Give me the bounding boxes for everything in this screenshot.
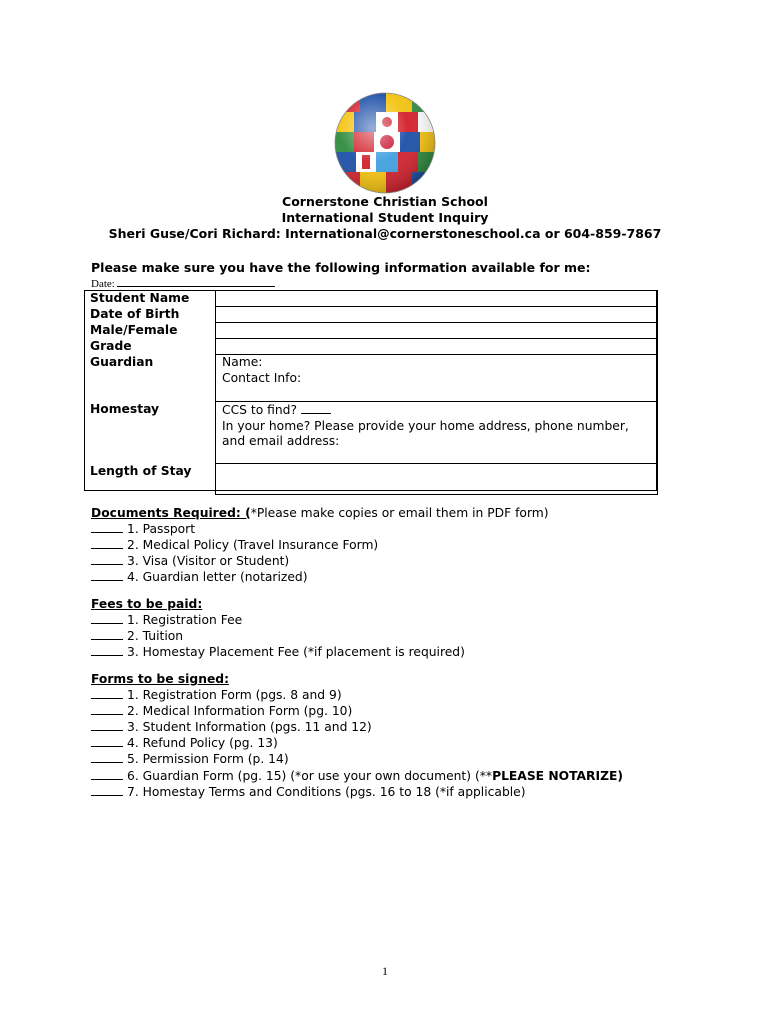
list-item: 2. Medical Policy (Travel Insurance Form)	[91, 537, 549, 553]
checkbox-blank[interactable]	[91, 628, 123, 640]
list-item: 4. Guardian letter (notarized)	[91, 569, 549, 585]
list-item: 4. Refund Policy (pg. 13)	[91, 735, 623, 751]
date-label: Date:	[91, 278, 115, 290]
list-item: 2. Tuition	[91, 628, 465, 644]
homestay-label: Homestay	[90, 401, 160, 416]
checkbox-blank[interactable]	[91, 703, 123, 715]
intro-text: Please make sure you have the following information available for me:	[91, 260, 591, 275]
school-name: Cornerstone Christian School	[282, 194, 488, 209]
checkbox-blank[interactable]	[91, 735, 123, 747]
checkbox-blank[interactable]	[91, 687, 123, 699]
checkbox-blank[interactable]	[91, 644, 123, 656]
list-item: 3. Visa (Visitor or Student)	[91, 553, 549, 569]
forms-title: Forms to be signed:	[91, 672, 230, 686]
forms-section	[91, 672, 623, 800]
table-row	[84, 323, 658, 339]
dob-label: Date of Birth	[90, 306, 180, 321]
length-of-stay-label: Length of Stay	[90, 463, 192, 478]
table-row	[84, 402, 658, 464]
length-of-stay-field[interactable]	[216, 464, 658, 495]
table-row	[84, 291, 658, 307]
guardian-name-label: Name:	[222, 355, 263, 369]
list-item: 3. Homestay Placement Fee (*if placement is required)	[91, 644, 465, 660]
flag-globe-logo	[334, 92, 436, 194]
grade-label: Grade	[90, 338, 132, 353]
checkbox-blank[interactable]	[91, 521, 123, 533]
form-subtitle: International Student Inquiry	[281, 210, 489, 225]
table-row	[84, 355, 658, 402]
homestay-home-label: In your home? Please provide your home address, phone number, and email address:	[222, 418, 629, 448]
checkbox-blank[interactable]	[91, 537, 123, 549]
student-info-table	[84, 290, 658, 495]
checkbox-blank[interactable]	[91, 553, 123, 565]
table-row	[84, 464, 658, 495]
checkbox-blank[interactable]	[91, 768, 123, 780]
checkbox-blank[interactable]	[91, 751, 123, 763]
grade-field[interactable]	[216, 339, 658, 355]
dob-field[interactable]	[216, 307, 658, 323]
checkbox-blank[interactable]	[91, 784, 123, 796]
gender-label: Male/Female	[90, 322, 178, 337]
documents-title: Documents Required: (	[91, 506, 251, 520]
homestay-field[interactable]	[216, 402, 658, 464]
notarize-emphasis: PLEASE NOTARIZE)	[492, 768, 624, 783]
fees-section	[91, 597, 465, 660]
list-item: 6. Guardian Form (pg. 15) (*or use your own document) (**PLEASE NOTARIZE)	[91, 768, 623, 784]
fees-title: Fees to be paid:	[91, 597, 203, 611]
date-field[interactable]	[91, 276, 275, 290]
contact-line: Sheri Guse/Cori Richard: International@cornerstoneschool.ca or 604-859-7867	[108, 226, 662, 241]
guardian-contact-label: Contact Info:	[222, 370, 302, 385]
table-row	[84, 339, 658, 355]
guardian-label: Guardian	[90, 354, 154, 369]
student-name-label: Student Name	[90, 290, 190, 305]
table-row	[84, 307, 658, 323]
guardian-field[interactable]	[216, 355, 658, 402]
documents-section	[91, 506, 549, 585]
gender-field[interactable]	[216, 323, 658, 339]
list-item: 1. Passport	[91, 521, 549, 537]
homestay-ccs-label: CCS to find?	[222, 403, 298, 417]
checkbox-blank[interactable]	[91, 569, 123, 581]
checkbox-blank[interactable]	[91, 719, 123, 731]
checkbox-blank[interactable]	[91, 612, 123, 624]
student-name-field[interactable]	[216, 291, 658, 307]
page-number: 1	[382, 964, 388, 978]
list-item: 3. Student Information (pgs. 11 and 12)	[91, 719, 623, 735]
list-item: 7. Homestay Terms and Conditions (pgs. 16 to 18 (*if applicable)	[91, 784, 623, 800]
ccs-blank[interactable]	[301, 402, 331, 414]
list-item: 1. Registration Form (pgs. 8 and 9)	[91, 687, 623, 703]
list-item: 1. Registration Fee	[91, 612, 465, 628]
list-item: 2. Medical Information Form (pg. 10)	[91, 703, 623, 719]
documents-note: *Please make copies or email them in PDF form)	[250, 506, 549, 520]
date-blank[interactable]	[117, 276, 275, 287]
list-item: 5. Permission Form (p. 14)	[91, 751, 623, 767]
